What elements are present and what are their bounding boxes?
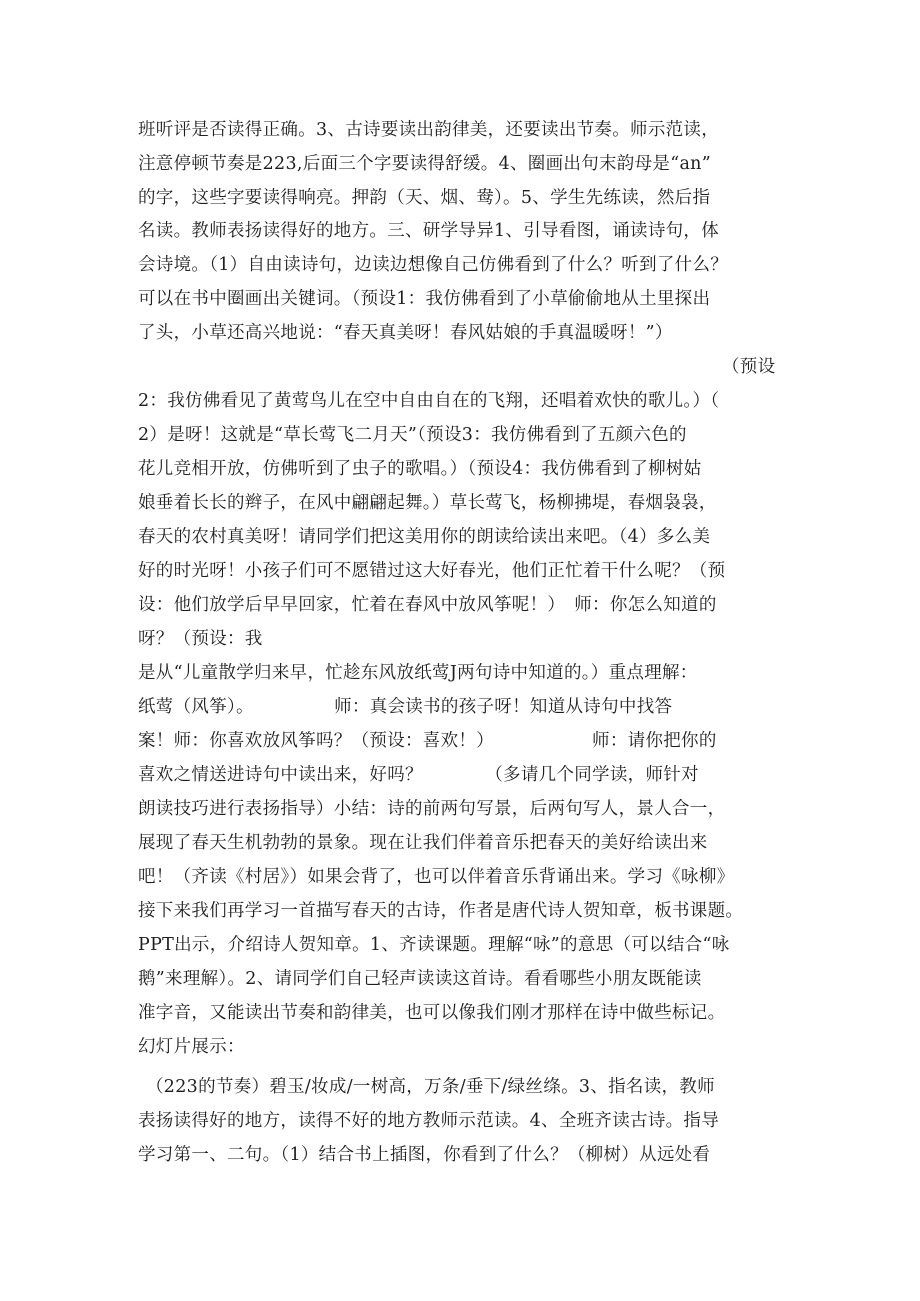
text-line: 春天的农村真美呀！请同学们把这美用你的朗读给读出来吧。（4）多么美 bbox=[138, 527, 711, 547]
text-line: 2：我仿佛看见了黄莺鸟儿在空中自由自在的飞翔，还唱着欢快的歌儿。）（ bbox=[138, 391, 720, 411]
text-line: 朗读技巧进行表扬指导）小结：诗的前两句写景，后两句写人，景人合一， bbox=[138, 799, 726, 819]
text-line: 幻灯片展示： bbox=[138, 1037, 245, 1057]
text-line: （预设 bbox=[722, 357, 776, 377]
text-line: 花儿竞相开放，仿佛听到了虫子的歌唱。）（预设4：我仿佛看到了柳树姑 bbox=[138, 459, 702, 479]
text-line: 呀？（预设：我 bbox=[138, 629, 263, 649]
text-line: 的字，这些字要读得响亮。押韵（天、烟、鸯）。5、学生先练读，然后指 bbox=[138, 188, 711, 208]
text-line: 好的时光呀！小孩子们可不愿错过这大好春光，他们正忙着干什么呢？（预 bbox=[138, 561, 726, 581]
text-line: PPT出示，介绍诗人贺知章。1、齐读课题。理解“咏”的意思（可以结合“咏 bbox=[138, 935, 730, 955]
text-line: 喜欢之情送进诗句中读出来，好吗？ （多请几个同学读，师针对 bbox=[138, 765, 699, 785]
text-line: 注意停顿节奏是223,后面三个字要读得舒缓。4、圈画出句末韵母是“an” bbox=[138, 154, 711, 174]
text-line: 接下来我们再学习一首描写春天的古诗，作者是唐代诗人贺知章，板书课题。 bbox=[138, 901, 744, 921]
text-line: 表扬读得好的地方，读得不好的地方教师示范读。4、全班齐读古诗。指导 bbox=[138, 1111, 720, 1131]
text-line: 准字音，又能读出节奏和韵律美，也可以像我们刚才那样在诗中做些标记。 bbox=[138, 1003, 726, 1023]
text-line: 娘垂着长长的辫子，在风中翩翩起舞。）草长莺飞，杨柳拂堤，春烟袅袅， bbox=[138, 493, 717, 513]
text-line: 了头，小草还高兴地说：“春天真美呀！春风姑娘的手真温暖呀！”） bbox=[138, 323, 673, 343]
text-line: 纸莺（风筝）。 师：真会读书的孩子呀！知道从诗句中找答 bbox=[138, 697, 673, 717]
text-line: 案！师：你喜欢放风筝吗？（预设：喜欢！） 师：请你把你的 bbox=[138, 731, 717, 751]
text-line: 会诗境。（1）自由读诗句，边读边想像自己仿佛看到了什么？听到了什么？ bbox=[138, 255, 729, 275]
text-line: 名读。教师表扬读得好的地方。三、研学导异1、引导看图，诵读诗句，体 bbox=[138, 221, 720, 241]
text-line: 展现了春天生机勃勃的景象。现在让我们伴着音乐把春天的美好给读出来 bbox=[138, 833, 708, 853]
text-line: 吧！（齐读《村居》）如果会背了，也可以伴着音乐背诵出来。学习《咏柳》 bbox=[138, 867, 735, 887]
text-line: 2）是呀！这就是“草长莺飞二月天”（预设3：我仿佛看到了五颜六色的 bbox=[138, 425, 687, 445]
text-line: 鹅”来理解）。2、请同学们自己轻声读读这首诗。看看哪些小朋友既能读 bbox=[138, 969, 702, 989]
text-line: 学习第一、二句。（1）结合书上插图，你看到了什么？（柳树）从远处看 bbox=[138, 1145, 711, 1165]
text-line: 可以在书中圈画出关键词。（预设1：我仿佛看到了小草偷偷地从土里探出 bbox=[138, 289, 711, 309]
text-line: 是从“儿童散学归来早，忙趁东风放纸莺J两句诗中知道的。）重点理解： bbox=[138, 663, 698, 683]
text-line: 班听评是否读得正确。3、古诗要读出韵律美，还要读出节奏。师示范读， bbox=[138, 120, 720, 140]
text-line: （223的节奏）碧玉/妆成/一树高，万条/垂下/绿丝绦。3、指名读，教师 bbox=[146, 1077, 715, 1097]
text-line: 设：他们放学后早早回家，忙着在春风中放风筝呢！） 师：你怎么知道的 bbox=[138, 595, 717, 615]
